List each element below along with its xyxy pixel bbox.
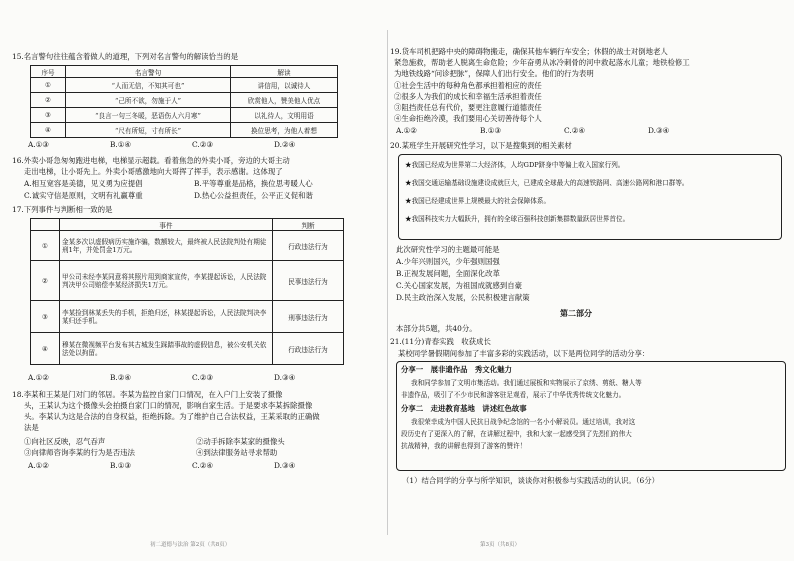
q19-option-d: D.③④: [648, 126, 670, 135]
q17-row-event: 金某多次以虚假病历实施诈骗，数额较大，最终被人民法院判处有期徒刑1年，并处罚金1万元。: [60, 231, 273, 261]
q18-line: 头。李某认为这是合法的自身权益，拒绝拆除。为了维护自己合法权益，王某采取的正确做: [24, 412, 320, 421]
q17-option-b: B.②④: [110, 373, 132, 382]
q17-header-judge: 判断: [273, 219, 344, 231]
q17-table: [30, 218, 344, 365]
q20-material: ★我国交通运输基础设施建设成就巨大，已建成全球最大的高速铁路网、高速公路网和港口群等。: [405, 179, 689, 187]
q17-option-c: C.②③: [192, 373, 213, 382]
q21-intro: 某校同学暑假期间参加了丰富多彩的实践活动，以下是两位同学的活动分享：: [398, 349, 650, 358]
q18-line: 18.李某和王某是门对门的邻居。李某为监控自家门口情况，在入户门上安装了摄像: [12, 390, 283, 399]
q15-row-no: ①: [31, 78, 66, 93]
column-divider: [387, 30, 388, 535]
q17-row-event: 穆某在微视频平台发布其古城发生踩踏事故的虚假信息，被公安机关依法处以拘留。: [60, 333, 273, 365]
q15-row-note: 欣赏他人，赞美他人优点: [231, 93, 338, 108]
part-two-title: 第二部分: [560, 308, 592, 318]
q21-title: 21.(11分)青春实践 收获成长: [390, 337, 491, 346]
q17-option-a: A.①②: [28, 373, 49, 382]
q18-option-b: B.①③: [110, 461, 132, 470]
q18-choice: ④到法律服务站寻求帮助: [196, 448, 278, 457]
q17-stem: 17.下列事件与判断相一致的是: [12, 205, 113, 214]
q15-header-quote: 名言警句: [66, 66, 231, 78]
q17-row-no: ③: [31, 301, 60, 333]
q18-option-c: C.②④: [192, 461, 213, 470]
q21-share1-line: 我和同学参加了文明市集活动。我们通过展板和实物展示了京绣、剪纸、糖人等: [411, 379, 642, 387]
q15-stem: 15.名言警句往往蕴含着做人的道理，下列对名言警句的解读恰当的是: [12, 52, 239, 61]
q17-row-no: ④: [31, 333, 60, 365]
q18-line: 头，王某认为这个摄像头会拍摄自家门口的情况，影响自家生活。于是要求李某拆除摄像: [24, 401, 313, 410]
q20-option-d: D.民主政治深入发展，公民积极建言献策: [396, 293, 530, 302]
q18-option-d: D.③④: [274, 461, 296, 470]
q16-option-b: B.平等尊重是品格，换位思考暖人心: [194, 179, 313, 188]
q19-line: 19.货车司机把路中央的障碍物搬走，确保其他车辆行车安全；休假的战士对倒地老人: [390, 47, 668, 56]
q15-header-no: 序号: [31, 66, 66, 78]
q15-option-d: D.②④: [274, 140, 296, 149]
q19-choice: ②很多人为我们的成长和幸福生活承担着责任: [394, 92, 542, 101]
q21-share1-line: 非遗作品，吸引了不少市民和游客驻足观看，展示了中华优秀传统文化魅力。: [401, 391, 626, 399]
left-column: [0, 0, 384, 561]
q18-option-a: A.①②: [28, 461, 49, 470]
q17-row-judge: 行政违法行为: [273, 333, 344, 365]
q16-option-d: D.热心公益担责任，公平正义促和谐: [194, 191, 313, 200]
q19-option-a: A.①②: [396, 126, 417, 135]
q17-header-no: [31, 219, 60, 231]
q17-row-event: 甲公司未经李某同意将其照片用到商家宣传，李某提起诉讼，人民法院判决甲公司赔偿李某经济损失1万元。: [60, 261, 273, 301]
q17-row-judge: 民事违法行为: [273, 261, 344, 301]
q20-prompt: 此次研究性学习的主题最可能是: [396, 245, 500, 254]
q17-header-event: 事件: [60, 219, 273, 231]
q15-row-no: ③: [31, 108, 66, 123]
q15-option-b: B.①④: [110, 140, 132, 149]
q15-row-note: 以礼待人，文明用语: [231, 108, 338, 123]
q17-row-event: 李某捡到林某丢失的手机，拒绝归还，林某提起诉讼，人民法院判决李某归还手机。: [60, 301, 273, 333]
q17-row-judge: 行政违法行为: [273, 231, 344, 261]
q19-choice: ③阻挡责任总有代价，要更注意履行道德责任: [394, 103, 542, 112]
q17-row-no: ②: [31, 261, 60, 301]
q19-choice: ①社会生活中的每种角色都承担着相应的责任: [394, 81, 542, 90]
q21-share2-line: 抗战精神，我的讲解也得到了游客的赞许！: [401, 442, 527, 450]
q17-row-no: ①: [31, 231, 60, 261]
q20-option-c: C.关心国家发展，为祖国成就感到自豪: [396, 281, 522, 290]
q15-row-no: ②: [31, 93, 66, 108]
left-footer: 初二道德与法治 第2页（共8页）: [150, 542, 231, 548]
q15-row-note: 讲信用，以诚待人: [231, 78, 338, 93]
q21-share2-title: 分享二 走进教育基地 讲述红色故事: [401, 404, 527, 413]
q21-share2-line: 段历史有了更深入的了解，在讲解过程中，我和大家一起感受到了先烈们的伟大: [401, 430, 632, 438]
q18-choice: ③向律师咨询李某的行为是否违法: [24, 448, 135, 457]
q15-option-c: C.②③: [192, 140, 213, 149]
q16-line: 16.外卖小哥急匆匆跑进电梯，电梯显示超载。看着焦急的外卖小哥，旁边的大哥主动: [12, 156, 290, 165]
q16-option-c: C.诚实守信是原则，文明有礼赢尊重: [24, 191, 143, 200]
q15-row-quote: “人而无信，不知其可也”: [66, 78, 231, 93]
part-two-note: 本部分共5题，共40分。: [396, 324, 477, 333]
right-footer: 第3页（共8页）: [480, 542, 520, 548]
q15-header-note: 解读: [231, 66, 338, 78]
q16-line: 走出电梯，让小哥先上。外卖小哥感激地向大哥挥了挥手，表示感谢。这体现了: [24, 167, 283, 176]
q19-line: 为地铁线路“问诊把脉”，保障人们出行安全。他们的行为表明: [394, 69, 594, 78]
q16-option-a: A.相互宽容是美德，见义勇为应提倡: [24, 179, 143, 188]
q15-table: [30, 65, 338, 138]
q19-option-c: C.②④: [564, 126, 585, 135]
q15-option-a: A.①③: [28, 140, 49, 149]
q20-option-a: A.少年兴则国兴，少年强则国强: [396, 257, 500, 266]
q18-choice: ②动手拆除李某家的摄像头: [196, 437, 285, 446]
q17-option-d: D.③④: [274, 373, 296, 382]
q19-option-b: B.①③: [480, 126, 502, 135]
q21-shares-box: [396, 361, 786, 471]
q20-stem: 20.某班学生开展研究性学习，以下是搜集到的相关素材: [390, 141, 572, 150]
q17-row-judge: 刑事违法行为: [273, 301, 344, 333]
q15-row-no: ④: [31, 123, 66, 138]
q15-row-note: 换位思考，为他人着想: [231, 123, 338, 138]
q19-choice: ④生命拒绝冷漠，我们要用心关切善待每个人: [394, 114, 542, 123]
q21-question: （1）结合同学的分享与所学知识，谈谈你对积极参与实践活动的认识。（6分）: [402, 476, 659, 485]
q18-line: 法是: [24, 423, 39, 432]
q21-share2-line: 我很荣幸成为中国人民抗日战争纪念馆的一名小小解说员。通过培训，我对这: [411, 418, 636, 426]
q15-row-quote: “良言一句三冬暖，恶语伤人六月寒”: [66, 108, 231, 123]
q20-materials-box: [398, 154, 782, 240]
right-column: [390, 0, 794, 561]
q21-share1-title: 分享一 展非遗作品 秀文化魅力: [401, 365, 512, 374]
q15-row-quote: “己所不欲，勿施于人”: [66, 93, 231, 108]
q20-material: ★我国已经成为世界第二大经济体，人均GDP跻身中等偏上收入国家行列。: [405, 161, 625, 169]
q20-material: ★我国已经建成世界上规模最大的社会保障体系。: [405, 197, 551, 205]
q15-row-quote: “尺有所短，寸有所长”: [66, 123, 231, 138]
q18-choice: ①向社区反映，忍气吞声: [24, 437, 106, 446]
q20-option-b: B.正视发展问题，全面深化改革: [396, 269, 500, 278]
q19-line: 紧急施救，帮助老人脱离生命危险；少年奋勇从冰冷刺骨的河中救起落水儿童；地铁检修工: [394, 58, 690, 67]
q20-material: ★我国科技实力大幅跃升，拥有的全球百强科技创新集群数量跃居世界首位。: [405, 215, 630, 223]
